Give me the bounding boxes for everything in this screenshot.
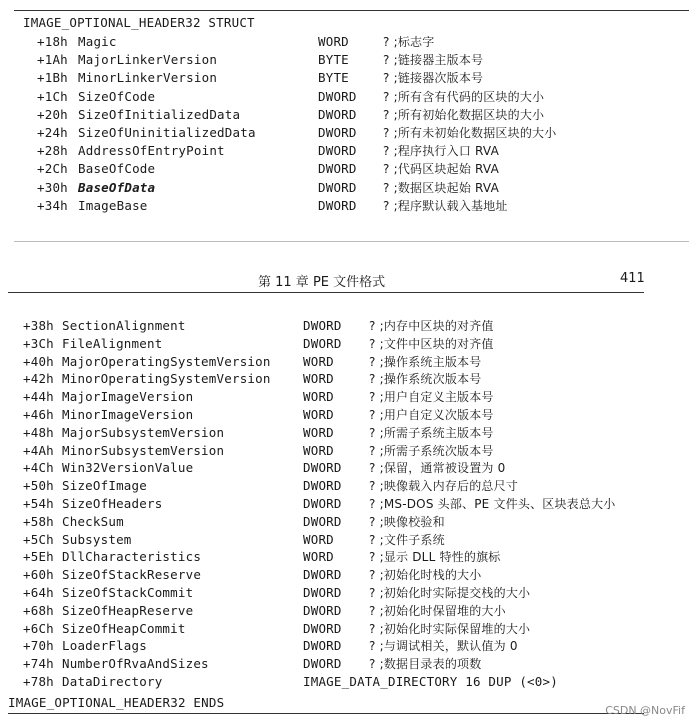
field-row [0,673,693,691]
field-offset: +1Bh [37,70,68,86]
field-row [0,531,693,549]
field-offset: +34h [37,197,68,213]
field-name: NumberOfRvaAndSizes [62,656,209,672]
field-offset: +42h [23,371,54,387]
field-row [0,179,693,197]
field-name: FileAlignment [62,335,163,351]
field-comment: ? ;所有含有代码的区块的大小 [383,89,545,104]
field-comment: ? ;所需子系统次版本号 [369,443,494,458]
field-type: DWORD [303,513,342,529]
field-row [0,142,693,160]
field-name: LoaderFlags [62,638,147,654]
field-offset: +5Ch [23,531,54,547]
field-comment: ? ;映像校验和 [369,514,445,529]
field-name: BaseOfCode [78,161,156,177]
field-name: Magic [78,34,117,49]
field-comment: ? ;用户自定义次版本号 [369,408,494,422]
page-number: 411 [620,271,645,286]
field-type: WORD [303,531,334,547]
field-row [0,160,693,178]
field-row [0,620,693,638]
field-type: DWORD [303,460,342,476]
field-comment: ? ;操作系统次版本号 [369,372,482,387]
top-bottom-rule [14,241,689,242]
field-type: WORD [303,442,334,458]
field-name: SizeOfUninitializedData [78,125,256,140]
field-name: MajorOperatingSystemVersion [62,353,271,369]
field-type: DWORD [303,638,342,654]
field-comment: ? ;所需子系统主版本号 [369,425,494,440]
field-type: DWORD [318,161,357,177]
field-comment: ? ;所有初始化数据区块的大小 [383,107,545,122]
field-row [0,459,693,477]
field-comment: ? ;代码区块起始 RVA [383,162,499,177]
field-name: MajorLinkerVersion [78,52,218,68]
field-type: WORD [303,353,334,369]
field-offset: +3Ch [23,335,54,351]
field-comment: ? ;初始化时实际保留堆的大小 [369,621,531,636]
field-offset: +1Ah [37,52,68,68]
field-comment: ? ;文件中区块的对齐值 [369,336,494,351]
top-rule [14,10,689,11]
field-offset: +54h [23,496,54,511]
field-name: MajorImageVersion [62,389,194,405]
field-comment: ? ;链接器主版本号 [383,53,484,68]
field-offset: +58h [23,513,54,529]
field-row [0,584,693,602]
chapter-title: 第 11 章 PE 文件格式 [258,275,386,290]
field-offset: +50h [23,478,54,494]
field-name: SectionAlignment [62,318,186,333]
field-offset: +40h [23,353,54,369]
field-row [0,548,693,566]
field-row [0,442,693,460]
field-comment: ? ;MS-DOS 头部、PE 文件头、区块表总大小 [369,497,616,511]
field-type: DWORD [318,88,357,104]
field-offset: +5Eh [23,549,54,565]
field-row [0,335,693,353]
field-comment: ? ;初始化时栈的大小 [369,568,482,583]
field-type: DWORD [318,197,357,213]
field-offset: +78h [23,674,54,689]
field-type: DWORD [303,656,342,672]
field-comment: ? ;程序执行入口 RVA [383,144,499,159]
field-type: WORD [303,371,334,387]
field-type: WORD [318,34,349,49]
field-type: BYTE [318,52,349,68]
field-offset: +4Ch [23,460,54,476]
field-row [0,513,693,531]
field-type: DWORD [303,620,342,636]
field-offset: +24h [37,125,68,140]
field-offset: +20h [37,106,68,122]
field-comment: ? ;所有未初始化数据区块的大小 [383,126,557,140]
field-row [0,602,693,620]
field-name: DataDirectory [62,674,163,689]
field-type: DWORD [303,496,342,511]
field-name: SizeOfCode [78,88,156,104]
field-row [0,106,693,124]
field-name: SizeOfHeaders [62,496,163,511]
field-name: CheckSum [62,513,124,529]
field-offset: +44h [23,389,54,405]
field-name: DllCharacteristics [62,549,202,565]
page-header-rule [8,292,644,293]
page-header [0,271,693,289]
field-offset: +68h [23,602,54,618]
field-row [0,370,693,388]
field-name: SizeOfHeapReserve [62,602,194,618]
field-offset: +4Ah [23,442,54,458]
struct-start-line: IMAGE_OPTIONAL_HEADER32 STRUCT [23,15,255,30]
field-row [0,388,693,406]
field-name: Subsystem [62,531,132,547]
field-comment: ? ;与调试相关，默认值为 0 [369,639,518,654]
field-type: DWORD [303,585,342,600]
field-row [0,424,693,442]
field-offset: +18h [37,34,68,49]
field-type: DWORD [318,143,357,159]
field-type: WORD [303,549,334,565]
field-name: BaseOfData [78,179,156,195]
field-comment: ? ;保留，通常被设置为 0 [369,461,506,476]
field-name: MinorImageVersion [62,407,194,422]
field-offset: +64h [23,585,54,600]
field-comment: ? ;初始化时实际提交栈的大小 [369,586,531,600]
field-comment: ? ;数据目录表的项数 [369,657,482,672]
field-offset: +30h [37,179,68,195]
field-type: WORD [303,407,334,422]
field-row [0,477,693,495]
field-type: DWORD [318,179,357,195]
field-name: SizeOfStackCommit [62,585,194,600]
field-type: BYTE [318,70,349,86]
field-offset: +74h [23,656,54,672]
field-name: SizeOfInitializedData [78,106,241,122]
field-type: DWORD [303,335,342,351]
field-type: IMAGE_DATA_DIRECTORY 16 DUP (<0>) [303,674,558,689]
field-name: Win32VersionValue [62,460,194,476]
field-comment: ? ;映像载入内存后的总尺寸 [369,479,519,494]
field-type: DWORD [303,602,342,618]
field-type: WORD [303,424,334,440]
field-offset: +1Ch [37,88,68,104]
field-name: MinorSubsystemVersion [62,442,225,458]
field-row [0,51,693,69]
field-type: DWORD [303,478,342,494]
field-comment: ? ;内存中区块的对齐值 [369,319,494,333]
field-row [0,124,693,142]
field-comment: ? ;文件子系统 [369,532,445,547]
field-name: SizeOfHeapCommit [62,620,186,636]
field-row [0,69,693,87]
field-type: DWORD [318,125,357,140]
field-offset: +2Ch [37,161,68,177]
field-offset: +46h [23,407,54,422]
field-name: MinorLinkerVersion [78,70,218,86]
field-name: MinorOperatingSystemVersion [62,371,271,387]
field-row [0,197,693,215]
field-type: DWORD [318,106,357,122]
field-row [0,637,693,655]
field-type: WORD [303,389,334,405]
field-comment: ? ;程序默认载入基地址 [383,198,508,213]
field-name: MajorSubsystemVersion [62,424,225,440]
field-offset: +70h [23,638,54,654]
field-offset: +60h [23,567,54,583]
bottom-rule [8,713,644,714]
field-row [0,566,693,584]
field-row [0,406,693,424]
field-comment: ? ;数据区块起始 RVA [383,180,499,195]
field-type: DWORD [303,567,342,583]
field-comment: ? ;初始化时保留堆的大小 [369,603,506,618]
field-comment: ? ;显示 DLL 特性的旗标 [369,550,501,565]
field-row [0,353,693,371]
field-row [0,655,693,673]
watermark: CSDN @NovFif [605,704,685,717]
struct-end-line: IMAGE_OPTIONAL_HEADER32 ENDS [8,695,225,710]
field-name: SizeOfImage [62,478,147,494]
field-comment: ? ;操作系统主版本号 [369,354,482,369]
field-offset: +38h [23,318,54,333]
field-comment: ? ;用户自定义主版本号 [369,390,494,405]
field-row [0,495,693,513]
field-name: AddressOfEntryPoint [78,143,225,159]
field-comment: ? ;链接器次版本号 [383,71,484,86]
field-offset: +6Ch [23,620,54,636]
field-row [0,317,693,335]
field-row [0,88,693,106]
field-row [0,33,693,51]
field-comment: ? ;标志字 [383,35,435,49]
field-offset: +28h [37,143,68,159]
field-name: SizeOfStackReserve [62,567,202,583]
field-offset: +48h [23,424,54,440]
field-type: DWORD [303,318,342,333]
field-name: ImageBase [78,197,148,213]
